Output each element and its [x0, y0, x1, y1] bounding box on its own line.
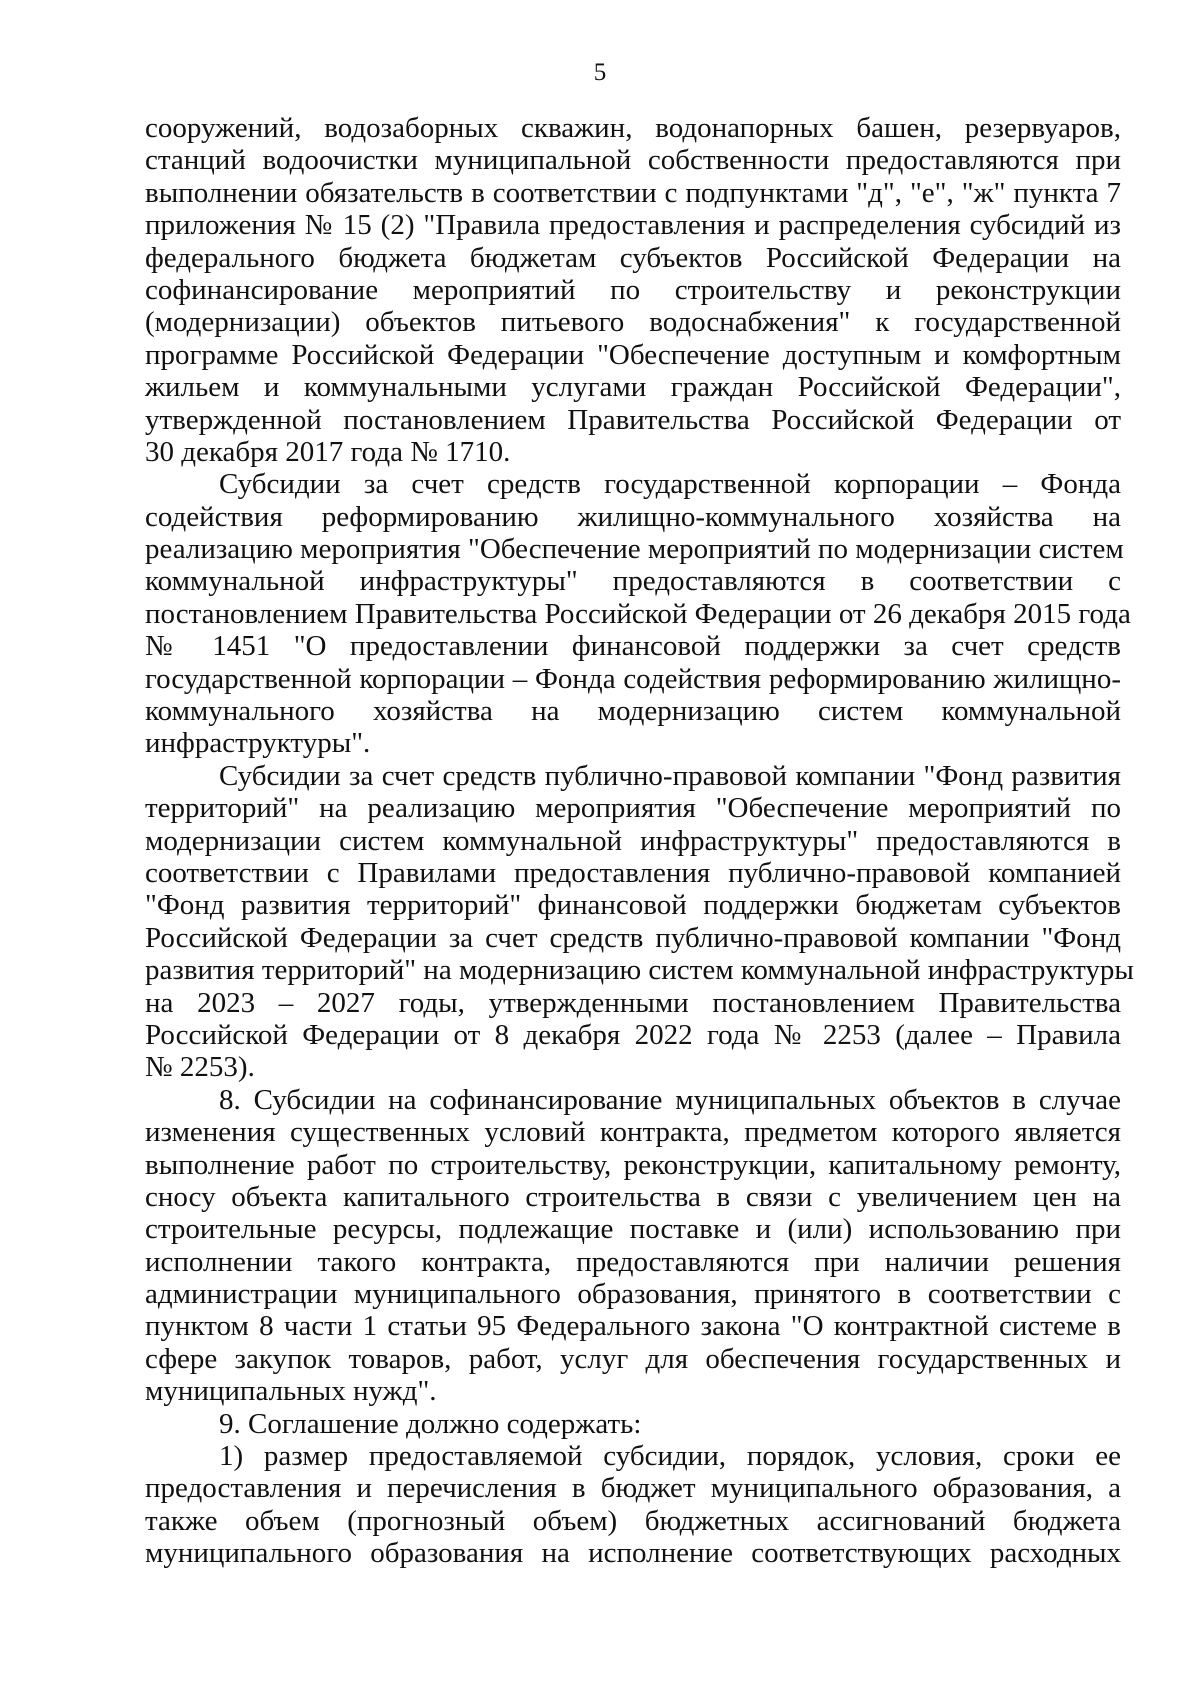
text-line: жильем и коммунальными услугами граждан Российской Федерации",: [145, 371, 1121, 404]
text-line: территорий" на реализацию мероприятия "Обеспечение мероприятий по: [145, 792, 1121, 825]
text-line: муниципального образования на исполнение соответствующих расходных: [145, 1537, 1121, 1570]
text-line: сносу объекта капитального строительства в связи с увеличением цен на: [145, 1180, 1121, 1213]
text-line: 9. Соглашение должно содержать:: [219, 1407, 642, 1440]
text-line: коммунального хозяйства на модернизацию систем коммунальной: [145, 695, 1121, 728]
text-line: инфраструктуры".: [145, 727, 371, 760]
text-line: Российской Федерации от 8 декабря 2022 года № 2253 (далее – Правила: [145, 1018, 1121, 1051]
text-line: сооружений, водозаборных скважин, водонапорных башен, резервуаров,: [145, 112, 1121, 144]
text-line: 1) размер предоставляемой субсидии, порядок, условия, сроки ее: [219, 1440, 1121, 1473]
text-line: предоставления и перечисления в бюджет муниципального образования, а: [145, 1472, 1121, 1505]
text-line: 8. Субсидии на софинансирование муниципальных объектов в случае: [219, 1083, 1121, 1116]
text-line: пунктом 8 части 1 статьи 95 Федерального закона "О контрактной системе в: [145, 1310, 1121, 1343]
text-line: софинансирование мероприятий по строительству и реконструкции: [145, 273, 1121, 306]
text-line: Субсидии за счет средств публично-правовой компании "Фонд развития: [219, 759, 1121, 792]
text-line: администрации муниципального образования, принятого в соответствии с: [145, 1278, 1121, 1311]
text-line: станций водоочистки муниципальной собственности предоставляются при: [145, 144, 1121, 177]
text-line: Российской Федерации за счет средств публично-правовой компании "Фонд: [145, 921, 1121, 954]
text-line: реализацию мероприятия "Обеспечение мероприятий по модернизации систем: [145, 533, 1124, 566]
text-line: соответствии с Правилами предоставления публично-правовой компанией: [145, 856, 1121, 889]
page-number: 5: [593, 59, 607, 86]
text-line: постановлением Правительства Российской Федерации от 26 декабря 2015 года: [145, 597, 1131, 630]
text-line: строительные ресурсы, подлежащие поставке и (или) использованию при: [145, 1213, 1121, 1246]
document-body: [145, 112, 1134, 1570]
text-line: "Фонд развития территорий" финансовой поддержки бюджетам субъектов: [145, 889, 1121, 922]
text-line: выполнении обязательств в соответствии с подпунктами "д", "е", "ж" пункта 7: [145, 176, 1121, 209]
text-line: № 1451 "О предоставлении финансовой поддержки за счет средств: [145, 630, 1121, 663]
text-line: государственной корпорации – Фонда содействия реформированию жилищно-: [145, 662, 1121, 695]
text-line: также объем (прогнозный объем) бюджетных ассигнований бюджета: [145, 1504, 1121, 1537]
text-line: развития территорий" на модернизацию систем коммунальной инфраструктуры: [145, 954, 1134, 987]
text-line: (модернизации) объектов питьевого водоснабжения" к государственной: [145, 306, 1121, 339]
text-line: приложения № 15 (2) "Правила предоставления и распределения субсидий из: [145, 209, 1121, 242]
text-line: на 2023 – 2027 годы, утвержденными постановлением Правительства: [145, 986, 1121, 1019]
text-line: содействия реформированию жилищно-коммунального хозяйства на: [145, 500, 1121, 533]
text-line: сфере закупок товаров, работ, услуг для обеспечения государственных и: [145, 1342, 1121, 1375]
text-line: утвержденной постановлением Правительства Российской Федерации от: [145, 403, 1121, 436]
text-line: изменения существенных условий контракта, предметом которого является: [145, 1116, 1121, 1149]
text-line: выполнение работ по строительству, реконструкции, капитальному ремонту,: [145, 1148, 1121, 1181]
text-line: коммунальной инфраструктуры" предоставляются в соответствии с: [145, 565, 1121, 598]
text-line: исполнении такого контракта, предоставляются при наличии решения: [145, 1245, 1121, 1278]
text-line: Субсидии за счет средств государственной корпорации – Фонда: [219, 468, 1121, 501]
text-line: муниципальных нужд".: [145, 1375, 437, 1408]
text-line: модернизации систем коммунальной инфраструктуры" предоставляются в: [145, 824, 1121, 857]
text-line: 30 декабря 2017 года № 1710.: [145, 435, 511, 468]
text-line: федерального бюджета бюджетам субъектов Российской Федерации на: [145, 241, 1121, 274]
text-line: № 2253).: [145, 1051, 255, 1084]
text-line: программе Российской Федерации "Обеспечение доступным и комфортным: [145, 338, 1121, 371]
